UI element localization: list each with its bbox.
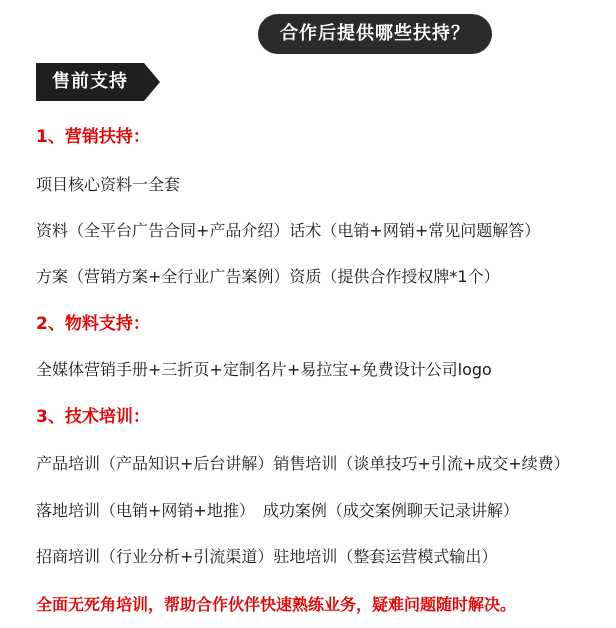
list-item: 产品培训（产品知识+后台讲解）销售培训（谈单技巧+引流+成交+续费）: [36, 454, 570, 473]
section-tag: [36, 63, 160, 101]
list-item: 全媒体营销手册+三折页+定制名片+易拉宝+免费设计公司logo: [36, 360, 492, 379]
footer-note: 全面无死角培训，帮助合作伙伴快速熟练业务，疑难问题随时解决。: [36, 595, 517, 614]
tag-arrow-shape: [144, 63, 160, 101]
heading-technical-training: 3、技术培训：: [36, 407, 150, 427]
section-tag-label: 售前支持: [36, 63, 144, 101]
heading-marketing-support: 1、营销扶持：: [36, 127, 150, 147]
heading-material-support: 2、物料支持：: [36, 314, 150, 334]
list-item: 项目核心资料一全套: [36, 175, 181, 194]
list-item: 招商培训（行业分析+引流渠道）驻地培训（整套运营模式输出）: [36, 547, 498, 566]
page-title: 合作后提供哪些扶持？: [258, 14, 492, 54]
list-item: 资料（全平台广告合同+产品介绍）话术（电销+网销+常见问题解答）: [36, 221, 541, 240]
list-item: 方案（营销方案+全行业广告案例）资质（提供合作授权牌*1个）: [36, 267, 500, 286]
list-item: 落地培训（电销+网销+地推） 成功案例（成交案例聊天记录讲解）: [36, 501, 519, 520]
